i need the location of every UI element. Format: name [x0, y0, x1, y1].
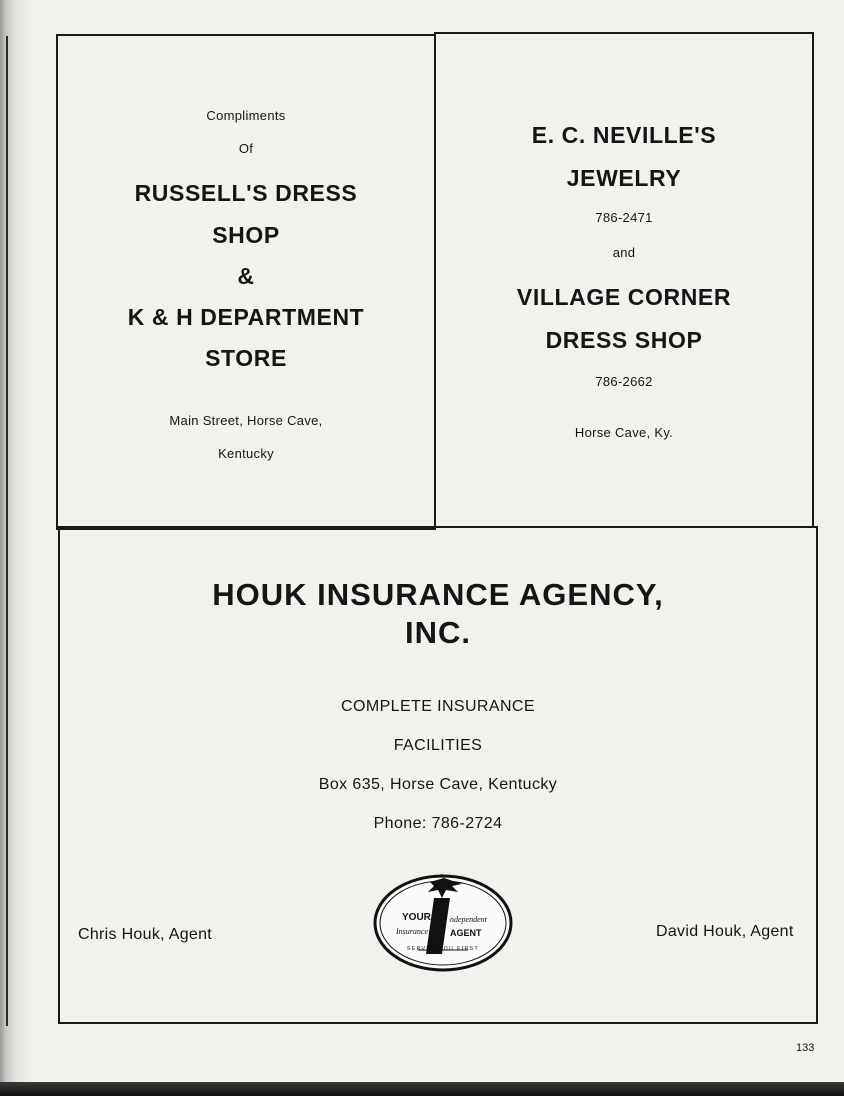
- independent-agent-logo: [372, 868, 514, 974]
- neville-ad-box: [434, 32, 814, 528]
- village-corner-line2: DRESS SHOP: [545, 327, 703, 353]
- logo-agent: AGENT: [450, 928, 482, 938]
- logo-independent: ndependent: [450, 915, 487, 924]
- binding-edge-line: [6, 36, 8, 1026]
- neville-jewelry: JEWELRY: [566, 165, 682, 191]
- russell-name-line1: RUSSELL'S DRESS: [134, 180, 358, 206]
- kh-department-line2: STORE: [205, 345, 287, 371]
- russell-compliments: Compliments: [206, 108, 286, 123]
- page-number: 133: [796, 1042, 815, 1054]
- russell-address-line1: Main Street, Horse Cave,: [169, 413, 323, 428]
- russell-address-line2: Kentucky: [218, 446, 274, 461]
- kh-department-line1: K & H DEPARTMENT: [127, 304, 365, 330]
- houk-title-line2: INC.: [405, 615, 471, 650]
- logo-insurance: Insurance: [396, 927, 428, 936]
- neville-location: Horse Cave, Ky.: [574, 425, 674, 440]
- agent-chris-houk: Chris Houk, Agent: [78, 926, 213, 943]
- houk-services-line1: COMPLETE INSURANCE: [341, 698, 535, 715]
- houk-address: Box 635, Horse Cave, Kentucky: [318, 776, 558, 793]
- logo-your: YOUR: [402, 912, 431, 923]
- agent-david-houk: David Houk, Agent: [656, 923, 794, 940]
- village-corner-phone: 786-2662: [595, 374, 653, 389]
- village-corner-line1: VILLAGE CORNER: [516, 284, 732, 310]
- houk-phone: Phone: 786-2724: [373, 815, 503, 832]
- neville-phone: 786-2471: [595, 210, 653, 225]
- logo-serves: SERVES YOU FIRST: [406, 946, 480, 952]
- page-bottom-edge: [0, 1082, 844, 1096]
- neville-name: E. C. NEVILLE'S: [531, 122, 717, 148]
- houk-services-line2: FACILITIES: [393, 737, 483, 754]
- houk-title-line1: HOUK INSURANCE AGENCY,: [212, 577, 664, 612]
- russell-of: Of: [238, 141, 254, 156]
- russell-ampersand: &: [237, 263, 255, 289]
- russell-name-line2: SHOP: [212, 222, 280, 248]
- neville-and: and: [612, 245, 636, 260]
